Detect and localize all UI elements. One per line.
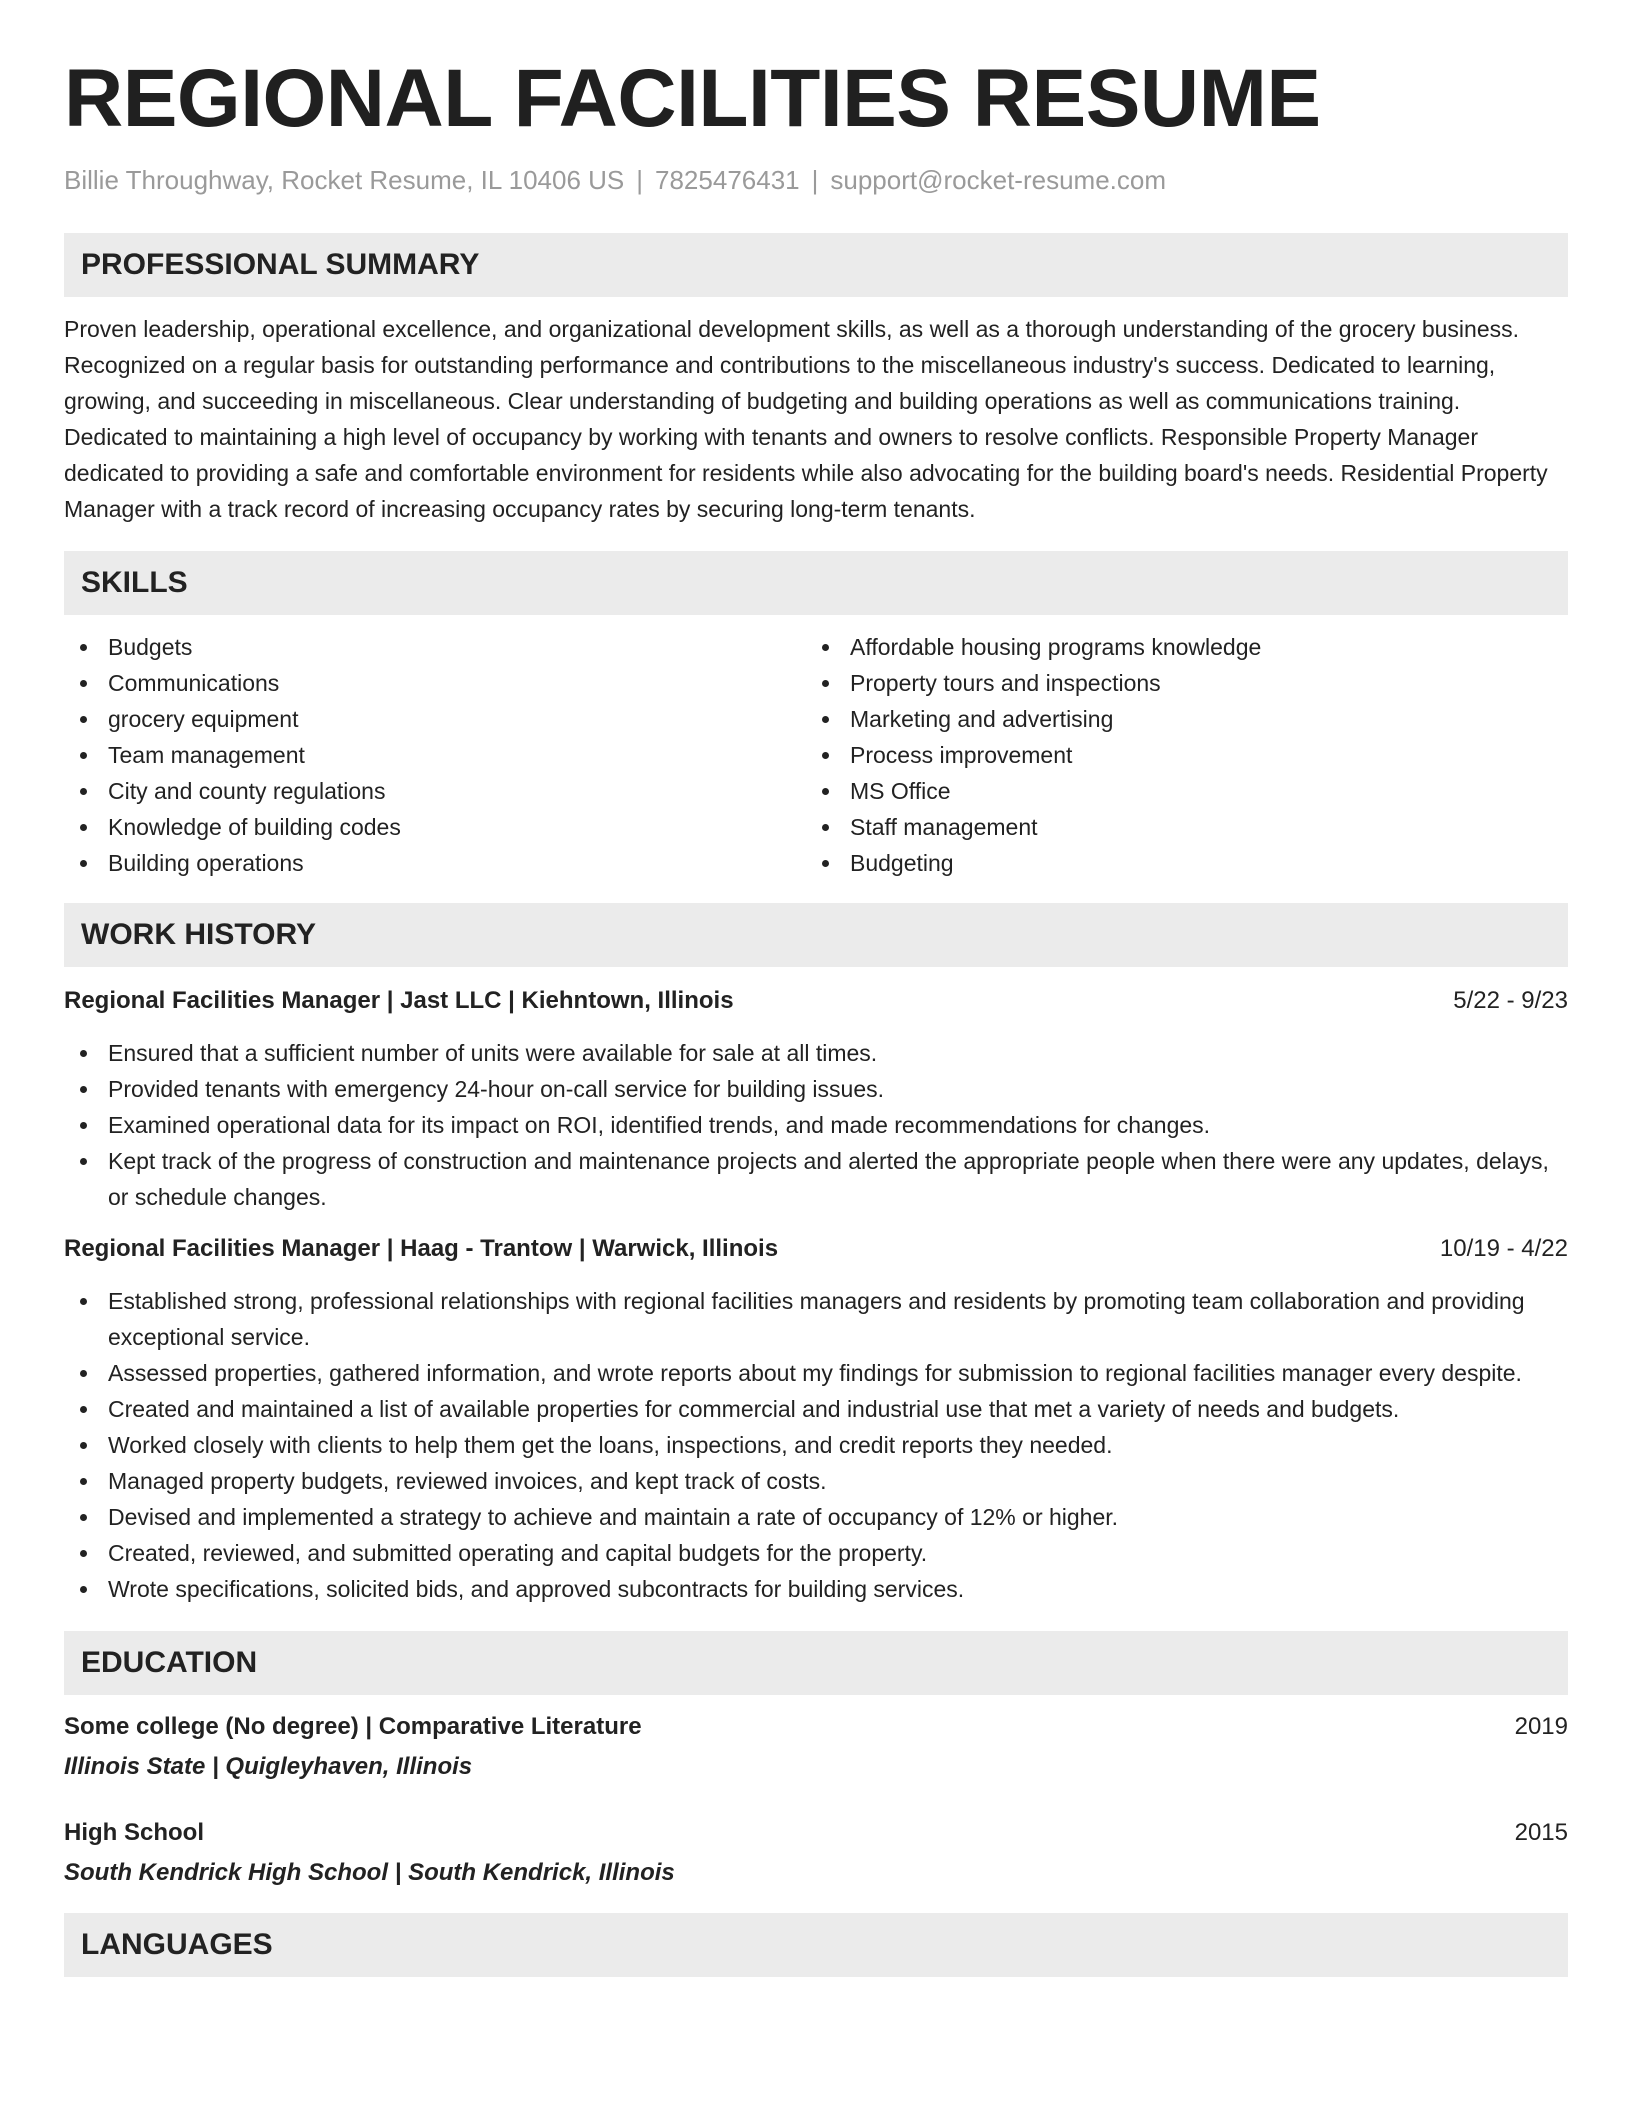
skill-item: Budgeting <box>806 845 1548 881</box>
job-bullet: Kept track of the progress of construction and maintenance projects and alerted the appropriate people when there were any updates, delays, or schedule changes. <box>64 1143 1568 1215</box>
skill-item: City and county regulations <box>64 773 806 809</box>
job-bullet: Managed property budgets, reviewed invoices, and kept track of costs. <box>64 1463 1568 1499</box>
job-bullet: Wrote specifications, solicited bids, and approved subcontracts for building services. <box>64 1571 1568 1607</box>
job-title: Regional Facilities Manager | Jast LLC | Kiehntown, Illinois <box>64 987 734 1014</box>
job-bullet: Created, reviewed, and submitted operating and capital budgets for the property. <box>64 1535 1568 1571</box>
job-dates: 10/19 - 4/22 <box>1439 1235 1568 1262</box>
job-bullets <box>64 1035 1568 1215</box>
job-bullet: Worked closely with clients to help them get the loans, inspections, and credit reports they needed. <box>64 1427 1568 1463</box>
section-header-skills: SKILLS <box>64 551 1568 615</box>
skill-item: Property tours and inspections <box>806 665 1548 701</box>
education-entry <box>64 1815 1568 1891</box>
job-entry <box>64 1231 1568 1607</box>
education-header <box>64 1815 1568 1851</box>
resume-title: REGIONAL FACILITIES RESUME <box>64 53 1321 144</box>
job-header <box>64 983 1568 1019</box>
skill-item: Process improvement <box>806 737 1548 773</box>
skill-item: Staff management <box>806 809 1548 845</box>
section-header-languages: LANGUAGES <box>64 1913 1568 1977</box>
contact-phone: 7825476431 <box>655 165 800 195</box>
section-header-education: EDUCATION <box>64 1631 1568 1695</box>
education-header <box>64 1709 1568 1745</box>
job-bullet: Provided tenants with emergency 24-hour on-call service for building issues. <box>64 1071 1568 1107</box>
section-header-work-history: WORK HISTORY <box>64 903 1568 967</box>
contact-line <box>64 167 1568 193</box>
section-header-summary: PROFESSIONAL SUMMARY <box>64 233 1568 297</box>
job-title: Regional Facilities Manager | Haag - Trantow | Warwick, Illinois <box>64 1235 779 1262</box>
job-header <box>64 1231 1568 1267</box>
skill-item: Budgets <box>64 629 806 665</box>
skill-item: Affordable housing programs knowledge <box>806 629 1548 665</box>
contact-email: support@rocket-resume.com <box>830 165 1167 195</box>
job-bullet: Devised and implemented a strategy to achieve and maintain a rate of occupancy of 12% or higher. <box>64 1499 1568 1535</box>
skills-column-right <box>806 629 1548 881</box>
summary-text: Proven leadership, operational excellence, and organizational development skills, as well as a thorough understanding of the grocery business. Recognized on a regular basis for outstanding performance and contributions to the miscellaneous industry's success. Dedicated to learning, growing, and succeeding in miscellaneous. Clear understanding of budgeting and building operations as well as communications training. Dedicated to maintaining a high level of occupancy by working with tenants and owners to resolve conflicts. Responsible Property Manager dedicated to providing a safe and comfortable environment for residents while also advocating for the building board's needs. Residential Property Manager with a track record of increasing occupancy rates by securing long-term tenants. <box>64 316 1548 522</box>
education-entry <box>64 1709 1568 1785</box>
job-entry <box>64 983 1568 1215</box>
job-bullets <box>64 1283 1568 1607</box>
skills-list <box>64 629 1568 881</box>
education-degree: High School <box>64 1819 204 1846</box>
skill-item: Building operations <box>64 845 806 881</box>
skill-item: Team management <box>64 737 806 773</box>
contact-separator: | <box>811 165 819 195</box>
skill-item: grocery equipment <box>64 701 806 737</box>
education-year: 2015 <box>1514 1819 1568 1846</box>
job-bullet: Created and maintained a list of available properties for commercial and industrial use that met a variety of needs and budgets. <box>64 1391 1568 1427</box>
job-bullet: Ensured that a sufficient number of units were available for sale at all times. <box>64 1035 1568 1071</box>
job-dates: 5/22 - 9/23 <box>1453 987 1568 1014</box>
resume-page <box>64 53 1568 1977</box>
contact-address: Billie Throughway, Rocket Resume, IL 10406 US <box>64 165 625 195</box>
skill-item: Marketing and advertising <box>806 701 1548 737</box>
job-bullet: Assessed properties, gathered information, and wrote reports about my findings for submission to regional facilities manager every despite. <box>64 1355 1568 1391</box>
education-school: South Kendrick High School | South Kendrick, Illinois <box>64 1859 675 1886</box>
skill-item: Knowledge of building codes <box>64 809 806 845</box>
education-school: Illinois State | Quigleyhaven, Illinois <box>64 1753 473 1780</box>
skills-column-left <box>64 629 806 881</box>
skill-item: Communications <box>64 665 806 701</box>
skill-item: MS Office <box>806 773 1548 809</box>
education-degree: Some college (No degree) | Comparative Literature <box>64 1713 642 1740</box>
education-year: 2019 <box>1514 1713 1568 1740</box>
job-bullet: Established strong, professional relationships with regional facilities managers and residents by promoting team collaboration and providing exceptional service. <box>64 1283 1568 1355</box>
contact-separator: | <box>636 165 644 195</box>
job-bullet: Examined operational data for its impact on ROI, identified trends, and made recommendations for changes. <box>64 1107 1568 1143</box>
